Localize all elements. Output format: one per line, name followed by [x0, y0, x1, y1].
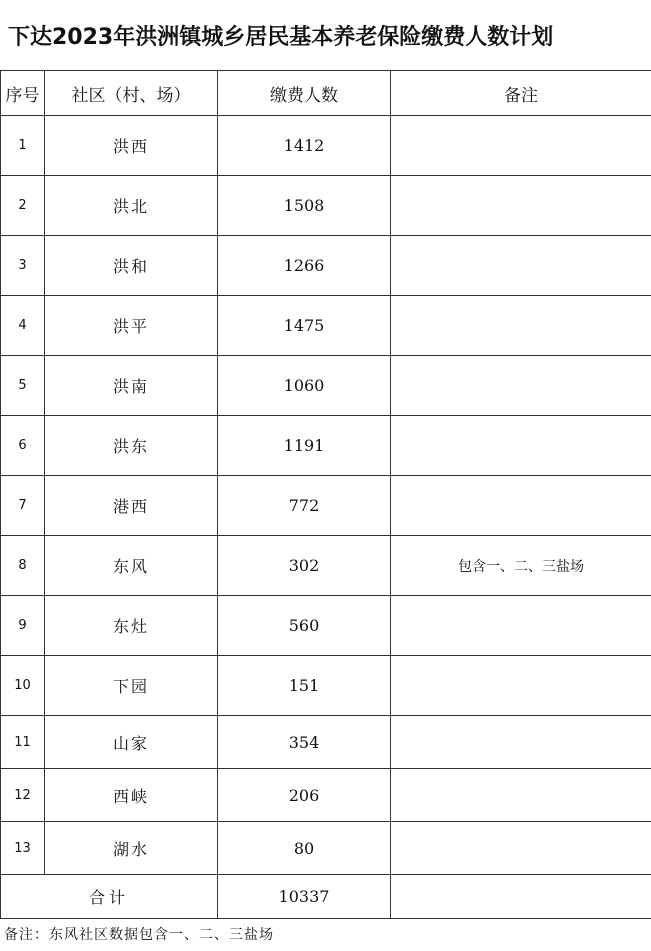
- row-seq: 10: [1, 656, 45, 716]
- row-seq: 13: [1, 822, 45, 875]
- row-community: 湖水: [45, 822, 218, 875]
- row-count: 1266: [218, 236, 391, 296]
- row-remark: [391, 656, 651, 716]
- row-seq: 9: [1, 596, 45, 656]
- row-community: 洪西: [45, 116, 218, 176]
- footnote: 备注：东风社区数据包含一、二、三盐场: [4, 927, 274, 943]
- row-community: 东灶: [45, 596, 218, 656]
- table-row: [1, 116, 651, 176]
- table-row: [1, 416, 651, 476]
- row-seq: 4: [1, 296, 45, 356]
- row-community: 洪北: [45, 176, 218, 236]
- row-seq: 7: [1, 476, 45, 536]
- total-row: [1, 875, 651, 919]
- row-seq: 3: [1, 236, 45, 296]
- row-seq: 5: [1, 356, 45, 416]
- table-row: [1, 656, 651, 716]
- header-remark: 备注: [391, 71, 651, 116]
- total-label: 合计: [1, 875, 218, 919]
- row-count: 560: [218, 596, 391, 656]
- row-seq: 1: [1, 116, 45, 176]
- table-row: [1, 356, 651, 416]
- row-community: 洪和: [45, 236, 218, 296]
- row-count: 302: [218, 536, 391, 596]
- row-seq: 8: [1, 536, 45, 596]
- row-community: 西峡: [45, 769, 218, 822]
- row-remark: [391, 416, 651, 476]
- row-count: 1475: [218, 296, 391, 356]
- row-community: 山家: [45, 716, 218, 769]
- row-seq: 6: [1, 416, 45, 476]
- row-count: 151: [218, 656, 391, 716]
- row-remark: [391, 716, 651, 769]
- row-count: 1191: [218, 416, 391, 476]
- row-community: 东风: [45, 536, 218, 596]
- row-remark: [391, 769, 651, 822]
- row-remark: [391, 596, 651, 656]
- plan-table: [0, 70, 651, 919]
- row-count: 354: [218, 716, 391, 769]
- row-community: 港西: [45, 476, 218, 536]
- row-count: 1060: [218, 356, 391, 416]
- table-row: [1, 236, 651, 296]
- table-row: [1, 596, 651, 656]
- header-seq: 序号: [1, 71, 45, 116]
- row-remark: [391, 236, 651, 296]
- row-community: 下园: [45, 656, 218, 716]
- row-count: 80: [218, 822, 391, 875]
- row-count: 772: [218, 476, 391, 536]
- row-remark: [391, 116, 651, 176]
- header-count: 缴费人数: [218, 71, 391, 116]
- row-count: 206: [218, 769, 391, 822]
- table-row: [1, 296, 651, 356]
- row-seq: 11: [1, 716, 45, 769]
- row-community: 洪平: [45, 296, 218, 356]
- table-row: [1, 176, 651, 236]
- row-seq: 12: [1, 769, 45, 822]
- table-row: [1, 822, 651, 875]
- row-seq: 2: [1, 176, 45, 236]
- table-row: [1, 769, 651, 822]
- table-header-row: [1, 71, 651, 116]
- table-row: [1, 476, 651, 536]
- row-remark: [391, 296, 651, 356]
- header-community: 社区（村、场）: [45, 71, 218, 116]
- row-community: 洪东: [45, 416, 218, 476]
- table-row: [1, 536, 651, 596]
- table-row: [1, 716, 651, 769]
- row-remark: [391, 476, 651, 536]
- row-remark: [391, 356, 651, 416]
- total-remark: [391, 875, 651, 919]
- row-remark: 包含一、二、三盐场: [391, 536, 651, 596]
- total-count: 10337: [218, 875, 391, 919]
- page-title: 下达2023年洪洲镇城乡居民基本养老保险缴费人数计划: [8, 25, 554, 50]
- row-community: 洪南: [45, 356, 218, 416]
- row-remark: [391, 176, 651, 236]
- row-remark: [391, 822, 651, 875]
- row-count: 1508: [218, 176, 391, 236]
- row-count: 1412: [218, 116, 391, 176]
